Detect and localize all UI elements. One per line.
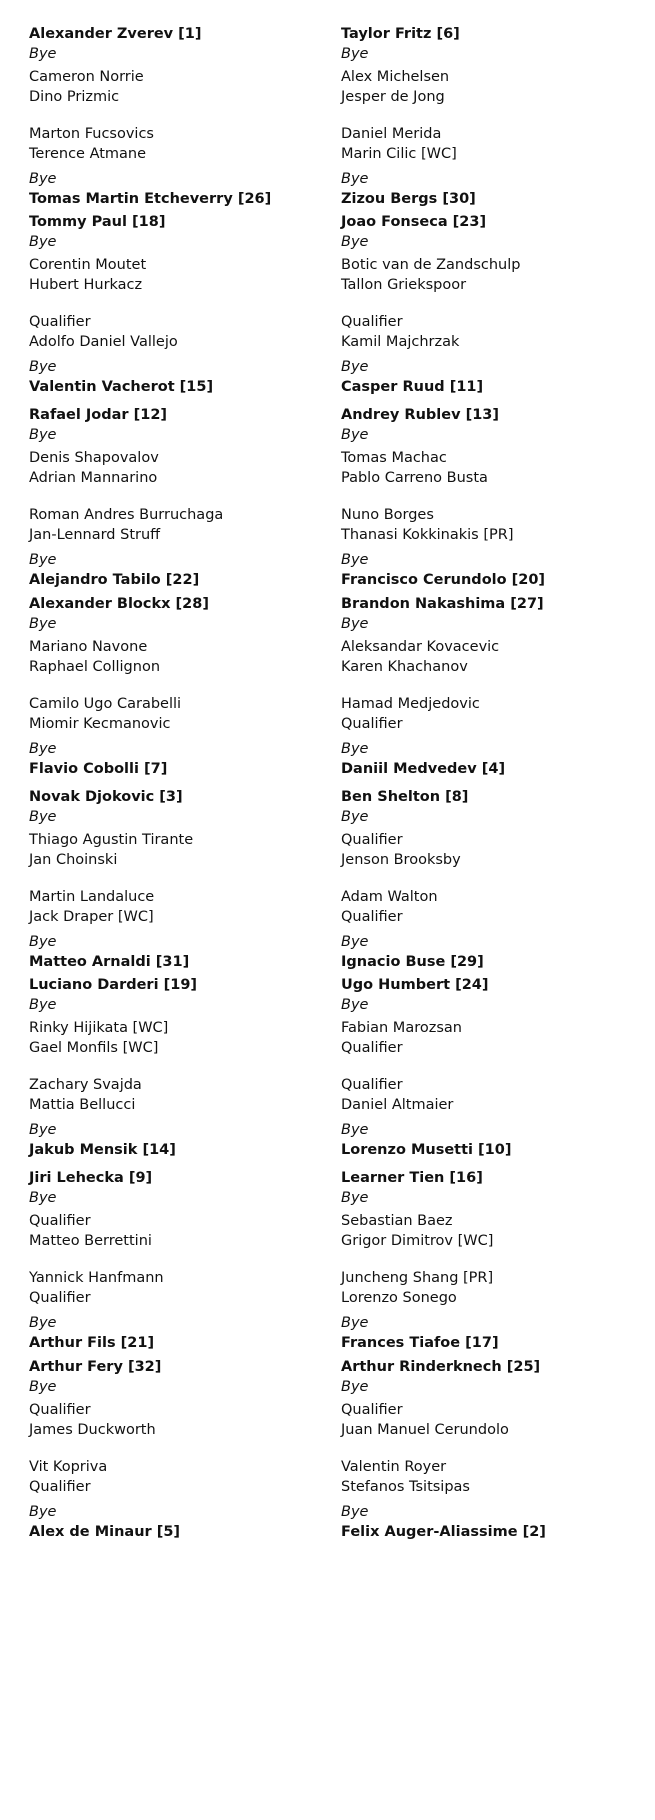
player-entry: Zachary Svajda — [29, 1077, 142, 1093]
seeded-player: Jiri Lehecka [9] — [29, 1170, 153, 1186]
player-entry: Denis Shapovalov — [29, 450, 159, 466]
player-entry: Mattia Bellucci — [29, 1096, 136, 1113]
match-pair — [341, 976, 641, 1015]
player-entry: Fabian Marozsan — [341, 1020, 462, 1036]
player-entry: Qualifier — [29, 1402, 91, 1418]
bye-entry: Bye — [29, 741, 57, 757]
bye-entry: Bye — [341, 808, 369, 825]
match-pair — [29, 125, 329, 164]
bye-entry: Bye — [29, 1122, 57, 1138]
player-entry: Jenson Brooksby — [341, 851, 461, 868]
match-pair — [341, 551, 641, 590]
seeded-player: Zizou Bergs [30] — [341, 190, 476, 207]
match-pair — [341, 1212, 641, 1251]
match-pair — [29, 1121, 329, 1160]
bye-entry: Bye — [341, 615, 369, 632]
match-pair — [341, 170, 641, 209]
match-pair — [341, 740, 641, 779]
match-pair — [29, 1458, 329, 1497]
player-entry: Tomas Machac — [341, 450, 447, 466]
player-entry: Kamil Majchrzak — [341, 333, 460, 350]
player-entry: Marin Cilic [WC] — [341, 145, 457, 162]
bye-entry: Bye — [29, 934, 57, 950]
draw-section — [29, 788, 329, 970]
match-pair — [341, 1019, 641, 1058]
match-pair — [341, 695, 641, 734]
seeded-player: Daniil Medvedev [4] — [341, 760, 506, 777]
player-entry: Adam Walton — [341, 889, 438, 905]
draw-section — [29, 976, 329, 1158]
seeded-player: Alejandro Tabilo [22] — [29, 571, 200, 588]
draw-section — [341, 1169, 641, 1351]
bye-entry: Bye — [341, 1378, 369, 1395]
match-pair — [29, 638, 329, 677]
draw-section — [29, 595, 329, 777]
player-entry: Qualifier — [341, 1039, 403, 1056]
player-entry: Stefanos Tsitsipas — [341, 1478, 470, 1495]
seeded-player: Tommy Paul [18] — [29, 214, 166, 230]
player-entry: Yannick Hanfmann — [29, 1270, 164, 1286]
match-pair — [29, 68, 329, 107]
draw-section — [29, 406, 329, 588]
player-entry: Adolfo Daniel Vallejo — [29, 333, 178, 350]
bye-entry: Bye — [341, 1122, 369, 1138]
player-entry: Qualifier — [29, 1213, 91, 1229]
player-entry: Alex Michelsen — [341, 69, 450, 85]
match-pair — [341, 213, 641, 252]
match-pair — [341, 1503, 641, 1542]
match-pair — [341, 1401, 641, 1440]
draw-section — [29, 25, 329, 207]
match-pair — [341, 449, 641, 488]
match-pair — [29, 1358, 329, 1397]
match-pair — [29, 933, 329, 972]
bye-entry: Bye — [341, 359, 369, 375]
seeded-player: Jakub Mensik [14] — [29, 1141, 176, 1158]
match-pair — [341, 1458, 641, 1497]
player-entry: Jan Choinski — [29, 851, 118, 868]
bye-entry: Bye — [341, 45, 369, 62]
player-entry: Qualifier — [29, 314, 91, 330]
bye-entry: Bye — [29, 426, 57, 443]
player-entry: Sebastian Baez — [341, 1213, 453, 1229]
match-pair — [29, 506, 329, 545]
bye-entry: Bye — [341, 741, 369, 757]
player-entry: Jesper de Jong — [341, 88, 445, 105]
player-entry: Valentin Royer — [341, 1459, 447, 1475]
bye-entry: Bye — [341, 1189, 369, 1206]
bye-entry: Bye — [29, 1504, 57, 1520]
match-pair — [341, 125, 641, 164]
match-pair — [341, 888, 641, 927]
player-entry: Qualifier — [341, 832, 403, 848]
match-pair — [29, 831, 329, 870]
match-pair — [29, 976, 329, 1015]
player-entry: Karen Khachanov — [341, 658, 468, 675]
seeded-player: Matteo Arnaldi [31] — [29, 953, 190, 970]
player-entry: Matteo Berrettini — [29, 1232, 152, 1249]
player-entry: Qualifier — [29, 1478, 91, 1495]
seeded-player: Ignacio Buse [29] — [341, 953, 484, 970]
bye-entry: Bye — [29, 552, 57, 568]
bye-entry: Bye — [29, 996, 57, 1013]
player-entry: Nuno Borges — [341, 507, 434, 523]
draw-section — [29, 213, 329, 395]
player-entry: Hamad Medjedovic — [341, 696, 480, 712]
player-entry: Raphael Collignon — [29, 658, 161, 675]
bye-entry: Bye — [29, 615, 57, 632]
player-entry: Terence Atmane — [29, 145, 147, 162]
player-entry: Jan-Lennard Struff — [29, 526, 161, 543]
draw-section — [341, 406, 641, 588]
player-entry: Miomir Kecmanovic — [29, 715, 171, 732]
match-pair — [29, 170, 329, 209]
match-pair — [29, 213, 329, 252]
player-entry: Juncheng Shang [PR] — [341, 1270, 494, 1286]
player-entry: Gael Monfils [WC] — [29, 1039, 159, 1056]
seeded-player: Casper Ruud [11] — [341, 378, 484, 395]
match-pair — [341, 638, 641, 677]
player-entry: Juan Manuel Cerundolo — [341, 1421, 509, 1438]
player-entry: Mariano Navone — [29, 639, 148, 655]
player-entry: Hubert Hurkacz — [29, 276, 143, 293]
match-pair — [29, 449, 329, 488]
player-entry: Rinky Hijikata [WC] — [29, 1020, 169, 1036]
seeded-player: Felix Auger-Aliassime [2] — [341, 1523, 546, 1540]
player-entry: Jack Draper [WC] — [29, 908, 154, 925]
player-entry: Qualifier — [341, 314, 403, 330]
match-pair — [29, 25, 329, 64]
seeded-player: Ugo Humbert [24] — [341, 977, 489, 993]
seeded-player: Lorenzo Musetti [10] — [341, 1141, 512, 1158]
bye-entry: Bye — [341, 552, 369, 568]
player-entry: Pablo Carreno Busta — [341, 469, 488, 486]
player-entry: Grigor Dimitrov [WC] — [341, 1232, 494, 1249]
player-entry: Thiago Agustin Tirante — [29, 832, 194, 848]
bye-entry: Bye — [29, 359, 57, 375]
match-pair — [29, 1269, 329, 1308]
match-pair — [29, 888, 329, 927]
match-pair — [29, 695, 329, 734]
player-entry: James Duckworth — [29, 1421, 156, 1438]
draw-section — [29, 1169, 329, 1351]
seeded-player: Arthur Fery [32] — [29, 1359, 162, 1375]
seeded-player: Brandon Nakashima [27] — [341, 596, 544, 612]
match-pair — [341, 506, 641, 545]
bye-entry: Bye — [29, 1315, 57, 1331]
draw-section — [341, 976, 641, 1158]
seeded-player: Francisco Cerundolo [20] — [341, 571, 546, 588]
match-pair — [341, 313, 641, 352]
bye-entry: Bye — [29, 171, 57, 187]
player-entry: Corentin Moutet — [29, 257, 147, 273]
player-entry: Dino Prizmic — [29, 88, 120, 105]
match-pair — [29, 788, 329, 827]
player-entry: Martin Landaluce — [29, 889, 155, 905]
match-pair — [29, 1019, 329, 1058]
match-pair — [29, 406, 329, 445]
seeded-player: Arthur Rinderknech [25] — [341, 1359, 541, 1375]
player-entry: Cameron Norrie — [29, 69, 144, 85]
player-entry: Qualifier — [341, 908, 403, 925]
match-pair — [341, 595, 641, 634]
player-entry: Roman Andres Burruchaga — [29, 507, 224, 523]
match-pair — [29, 313, 329, 352]
match-pair — [29, 1503, 329, 1542]
match-pair — [341, 1169, 641, 1208]
seeded-player: Novak Djokovic [3] — [29, 789, 183, 805]
match-pair — [341, 1358, 641, 1397]
match-pair — [29, 1212, 329, 1251]
draw-section — [341, 213, 641, 395]
bye-entry: Bye — [341, 233, 369, 250]
player-entry: Camilo Ugo Carabelli — [29, 696, 182, 712]
match-pair — [29, 358, 329, 397]
player-entry: Vit Kopriva — [29, 1459, 108, 1475]
match-pair — [341, 256, 641, 295]
player-entry: Lorenzo Sonego — [341, 1289, 457, 1306]
match-pair — [341, 933, 641, 972]
match-pair — [341, 788, 641, 827]
seeded-player: Andrey Rublev [13] — [341, 407, 500, 423]
match-pair — [29, 1401, 329, 1440]
draw-section — [341, 788, 641, 970]
bye-entry: Bye — [341, 996, 369, 1013]
draw-section — [341, 595, 641, 777]
bye-entry: Bye — [341, 1504, 369, 1520]
seeded-player: Luciano Darderi [19] — [29, 977, 198, 993]
player-entry: Qualifier — [341, 1077, 403, 1093]
seeded-player: Joao Fonseca [23] — [341, 214, 487, 230]
player-entry: Aleksandar Kovacevic — [341, 639, 500, 655]
match-pair — [341, 1121, 641, 1160]
player-entry: Qualifier — [341, 1402, 403, 1418]
match-pair — [29, 551, 329, 590]
match-pair — [341, 831, 641, 870]
bye-entry: Bye — [341, 426, 369, 443]
player-entry: Daniel Merida — [341, 126, 442, 142]
match-pair — [29, 740, 329, 779]
player-entry: Daniel Altmaier — [341, 1096, 454, 1113]
match-pair — [29, 1076, 329, 1115]
seeded-player: Rafael Jodar [12] — [29, 407, 168, 423]
player-entry: Botic van de Zandschulp — [341, 257, 521, 273]
bye-entry: Bye — [29, 1378, 57, 1395]
bye-entry: Bye — [341, 934, 369, 950]
player-entry: Marton Fucsovics — [29, 126, 154, 142]
match-pair — [341, 25, 641, 64]
seeded-player: Valentin Vacherot [15] — [29, 378, 214, 395]
seeded-player: Taylor Fritz [6] — [341, 26, 460, 42]
bye-entry: Bye — [29, 808, 57, 825]
seeded-player: Learner Tien [16] — [341, 1170, 483, 1186]
match-pair — [29, 1169, 329, 1208]
draw-section — [341, 25, 641, 207]
seeded-player: Alexander Zverev [1] — [29, 26, 202, 42]
bye-entry: Bye — [29, 233, 57, 250]
match-pair — [29, 595, 329, 634]
match-pair — [29, 1314, 329, 1353]
seeded-player: Alex de Minaur [5] — [29, 1523, 181, 1540]
player-entry: Thanasi Kokkinakis [PR] — [341, 526, 514, 543]
match-pair — [341, 1314, 641, 1353]
match-pair — [341, 68, 641, 107]
seeded-player: Arthur Fils [21] — [29, 1334, 155, 1351]
seeded-player: Ben Shelton [8] — [341, 789, 469, 805]
seeded-player: Frances Tiafoe [17] — [341, 1334, 499, 1351]
seeded-player: Flavio Cobolli [7] — [29, 760, 168, 777]
player-entry: Tallon Griekspoor — [341, 276, 467, 293]
match-pair — [341, 406, 641, 445]
player-entry: Adrian Mannarino — [29, 469, 158, 486]
draw-section — [341, 1358, 641, 1540]
match-pair — [341, 1076, 641, 1115]
bye-entry: Bye — [29, 1189, 57, 1206]
player-entry: Qualifier — [341, 715, 403, 732]
match-pair — [341, 358, 641, 397]
bye-entry: Bye — [341, 171, 369, 187]
bye-entry: Bye — [341, 1315, 369, 1331]
draw-section — [29, 1358, 329, 1540]
match-pair — [341, 1269, 641, 1308]
player-entry: Qualifier — [29, 1289, 91, 1306]
match-pair — [29, 256, 329, 295]
seeded-player: Alexander Blockx [28] — [29, 596, 209, 612]
bye-entry: Bye — [29, 45, 57, 62]
seeded-player: Tomas Martin Etcheverry [26] — [29, 190, 272, 207]
